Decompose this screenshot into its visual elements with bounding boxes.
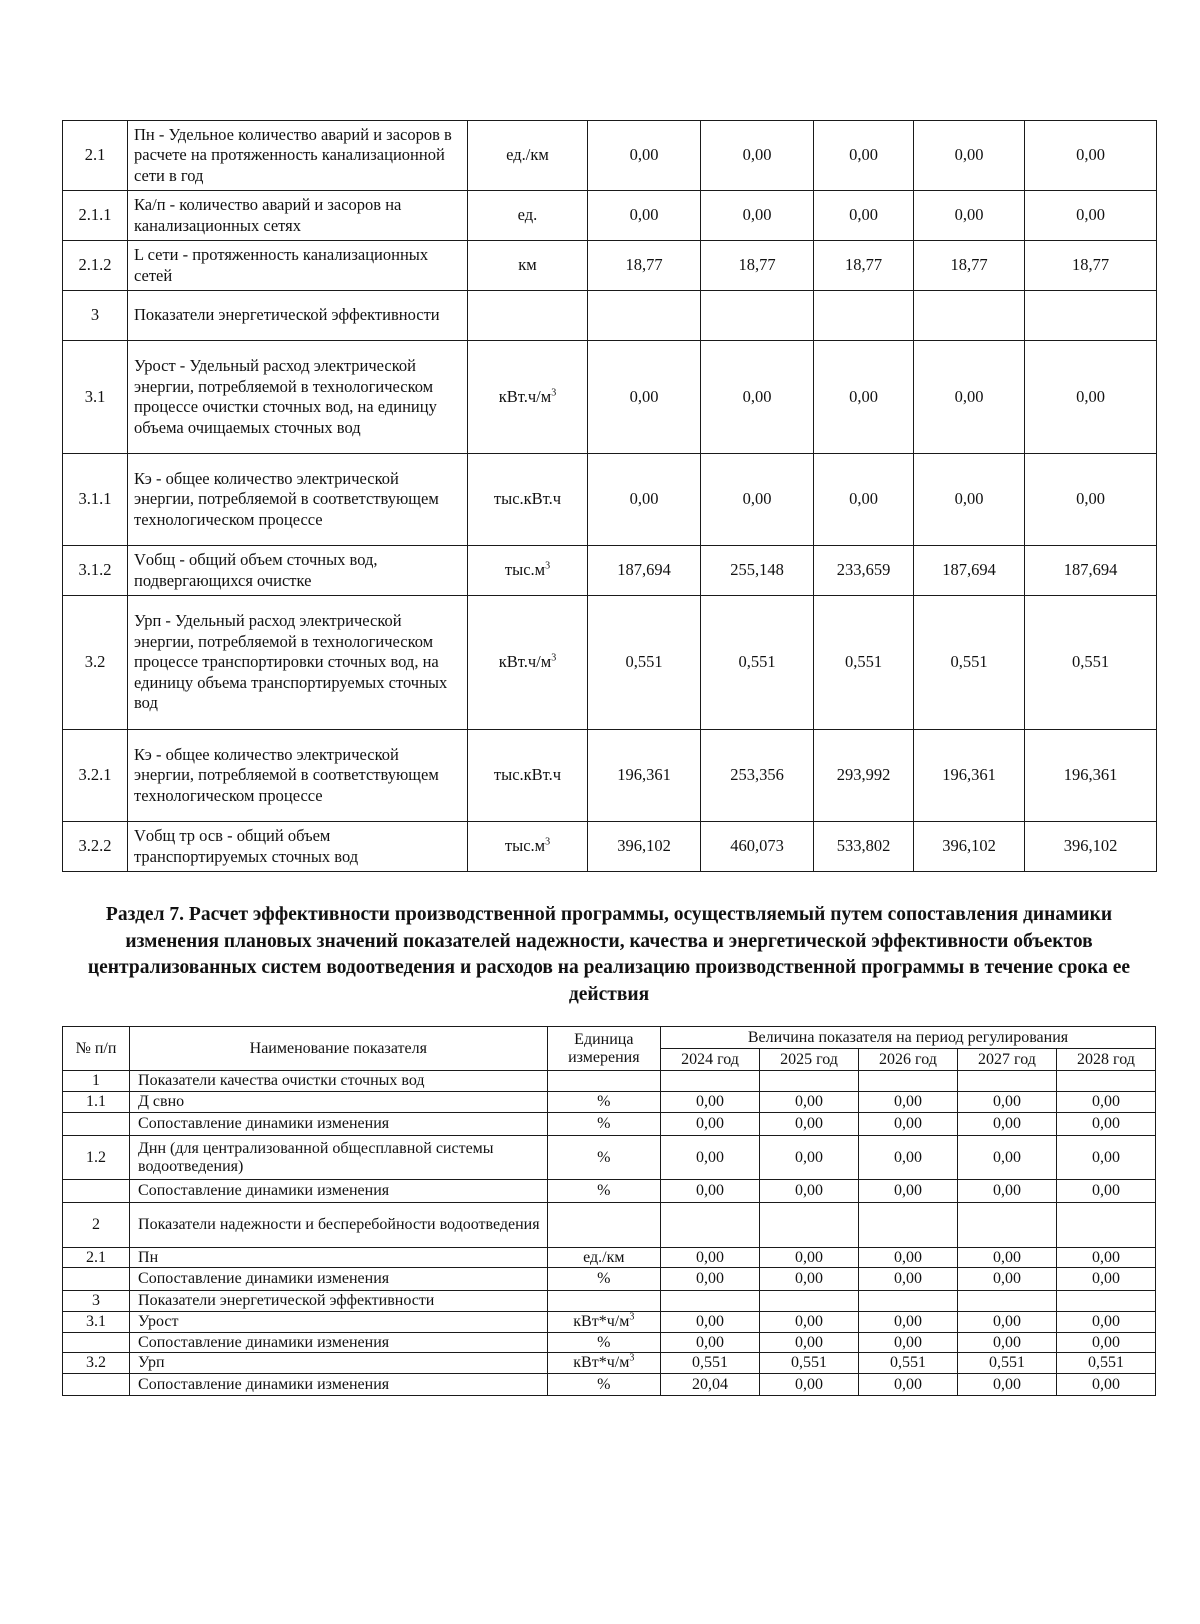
value-cell: 0,00: [1056, 1333, 1155, 1353]
value-cell: 0,00: [957, 1333, 1056, 1353]
value-cell: [814, 291, 914, 341]
value-cell: 0,551: [814, 596, 914, 730]
unit-text: кВт*ч/м: [573, 1313, 630, 1330]
row-number: 3: [63, 1291, 130, 1312]
unit-text: %: [597, 1115, 611, 1132]
unit-cell: [468, 596, 588, 730]
unit-cell: [547, 1180, 660, 1203]
efficiency-row: [63, 822, 1157, 872]
value-cell: 0,00: [957, 1268, 1056, 1291]
value-cell: 0,00: [661, 1268, 760, 1291]
unit-cell: [547, 1113, 660, 1136]
unit-text: тыс.кВт.ч: [493, 765, 562, 785]
value-cell: 396,102: [588, 822, 701, 872]
unit-superscript: 3: [545, 836, 551, 848]
unit-cell: [468, 546, 588, 596]
value-cell: 0,551: [588, 596, 701, 730]
section-title: Раздел 7. Расчет эффективности производственной программы, осуществляемый путем сопоставления динамики изменения плановых значений показателей надежности, качества и энергетической эффективности объектов централизованных систем водоотведения и расходов на реализацию производственной программы в течение срока ее действия: [87, 904, 1131, 1005]
value-cell: 18,77: [1025, 241, 1157, 291]
col-header-year: 2027 год: [957, 1049, 1056, 1071]
value-cell: [661, 1291, 760, 1312]
efficiency-row: [63, 546, 1157, 596]
unit-text: ед.: [517, 205, 538, 225]
value-cell: 0,00: [858, 1374, 957, 1396]
value-cell: 0,00: [701, 121, 814, 191]
unit-cell: [547, 1092, 660, 1113]
indicator-name: Кэ - общее количество электрической энергии, потребляемой в соответствующем технологическом процессе: [128, 730, 468, 822]
comparison-row: [63, 1092, 1156, 1113]
indicator-name: Д свно: [130, 1092, 548, 1113]
value-cell: [588, 291, 701, 341]
value-cell: 0,00: [661, 1136, 760, 1180]
value-cell: 0,00: [760, 1248, 859, 1268]
value-cell: 0,00: [760, 1268, 859, 1291]
value-cell: 0,00: [957, 1092, 1056, 1113]
value-cell: 0,551: [701, 596, 814, 730]
unit-text: тыс.кВт.ч: [493, 489, 562, 509]
value-cell: 0,00: [914, 454, 1025, 546]
value-cell: 0,551: [760, 1353, 859, 1374]
value-cell: 293,992: [814, 730, 914, 822]
unit-superscript: 3: [551, 387, 557, 399]
row-number: 1.2: [63, 1136, 130, 1180]
value-cell: [1025, 291, 1157, 341]
value-cell: 0,00: [701, 341, 814, 454]
value-cell: 20,04: [661, 1374, 760, 1396]
value-cell: 0,00: [858, 1333, 957, 1353]
row-number: 3.1: [63, 341, 128, 454]
value-cell: [858, 1203, 957, 1248]
unit-text: тыс.м: [504, 836, 546, 856]
unit-text: кВт*ч/м: [573, 1354, 630, 1371]
value-cell: 0,00: [701, 454, 814, 546]
value-cell: 0,00: [814, 454, 914, 546]
value-cell: [914, 291, 1025, 341]
indicator-name: Сопоставление динамики изменения: [130, 1374, 548, 1396]
value-cell: 0,00: [1025, 121, 1157, 191]
value-cell: [957, 1291, 1056, 1312]
value-cell: 0,00: [858, 1248, 957, 1268]
efficiency-row: [63, 341, 1157, 454]
unit-cell: [547, 1136, 660, 1180]
col-header-year: 2024 год: [661, 1049, 760, 1071]
indicator-name: Днн (для централизованной общесплавной системы водоотведения): [130, 1136, 548, 1180]
value-cell: [1056, 1291, 1155, 1312]
value-cell: 0,00: [858, 1268, 957, 1291]
comparison-table-body: [63, 1071, 1156, 1396]
value-cell: 0,00: [914, 121, 1025, 191]
col-header-name: Наименование показателя: [130, 1027, 548, 1071]
indicator-name: Показатели энергетической эффективности: [128, 291, 468, 341]
value-cell: 396,102: [1025, 822, 1157, 872]
value-cell: 0,00: [588, 341, 701, 454]
unit-cell: [547, 1268, 660, 1291]
comparison-row: [63, 1353, 1156, 1374]
indicator-name: Пн: [130, 1248, 548, 1268]
value-cell: 0,00: [1056, 1136, 1155, 1180]
unit-cell: [468, 730, 588, 822]
indicator-name: Показатели качества очистки сточных вод: [130, 1071, 548, 1092]
row-number: 2.1.1: [63, 191, 128, 241]
col-header-num: № п/п: [63, 1027, 130, 1071]
value-cell: 0,551: [1056, 1353, 1155, 1374]
value-cell: [1056, 1203, 1155, 1248]
indicator-name: Показатели надежности и бесперебойности водоотведения: [130, 1203, 548, 1248]
value-cell: 0,00: [858, 1136, 957, 1180]
unit-cell: [468, 822, 588, 872]
unit-text: кВт.ч/м: [498, 652, 552, 672]
unit-superscript: 3: [551, 652, 557, 664]
unit-cell: [468, 291, 588, 341]
value-cell: [760, 1071, 859, 1092]
comparison-row: [63, 1248, 1156, 1268]
value-cell: [957, 1203, 1056, 1248]
value-cell: 187,694: [588, 546, 701, 596]
value-cell: [957, 1071, 1056, 1092]
value-cell: 18,77: [588, 241, 701, 291]
value-cell: 0,00: [661, 1248, 760, 1268]
indicator-name: Показатели энергетической эффективности: [130, 1291, 548, 1312]
unit-text: ед./км: [583, 1248, 625, 1266]
efficiency-row: [63, 121, 1157, 191]
value-cell: 196,361: [914, 730, 1025, 822]
value-cell: 0,551: [957, 1353, 1056, 1374]
value-cell: 0,00: [1025, 341, 1157, 454]
value-cell: 0,00: [760, 1312, 859, 1333]
row-number: 1.1: [63, 1092, 130, 1113]
efficiency-row: [63, 730, 1157, 822]
comparison-row: [63, 1268, 1156, 1291]
value-cell: 0,00: [858, 1180, 957, 1203]
value-cell: 0,00: [1056, 1113, 1155, 1136]
efficiency-table-body: [63, 121, 1157, 872]
value-cell: 196,361: [1025, 730, 1157, 822]
value-cell: 0,00: [858, 1312, 957, 1333]
unit-text: %: [597, 1333, 611, 1351]
unit-cell: [547, 1374, 660, 1396]
col-header-year: 2026 год: [858, 1049, 957, 1071]
row-number: 3.2: [63, 596, 128, 730]
unit-superscript: 3: [629, 1352, 635, 1364]
value-cell: [661, 1203, 760, 1248]
value-cell: 253,356: [701, 730, 814, 822]
row-number: 2.1: [63, 1248, 130, 1268]
value-cell: 0,00: [760, 1136, 859, 1180]
indicator-name: L сети - протяженность канализационных сетей: [128, 241, 468, 291]
row-number: 1: [63, 1071, 130, 1092]
col-header-year: 2028 год: [1056, 1049, 1155, 1071]
efficiency-indicators-table: [62, 120, 1157, 872]
indicator-name: Кэ - общее количество электрической энергии, потребляемой в соответствующем технологическом процессе: [128, 454, 468, 546]
value-cell: 0,00: [1056, 1312, 1155, 1333]
efficiency-row: [63, 191, 1157, 241]
comparison-row: [63, 1180, 1156, 1203]
value-cell: 0,00: [1025, 191, 1157, 241]
row-number: [63, 1113, 130, 1136]
value-cell: 0,551: [1025, 596, 1157, 730]
unit-cell: [547, 1312, 660, 1333]
unit-cell: [547, 1291, 660, 1312]
value-cell: 0,00: [957, 1374, 1056, 1396]
value-cell: 233,659: [814, 546, 914, 596]
comparison-row: [63, 1333, 1156, 1353]
unit-cell: [468, 241, 588, 291]
value-cell: 0,00: [858, 1113, 957, 1136]
comparison-table-head: [63, 1027, 1156, 1071]
value-cell: 0,00: [1056, 1268, 1155, 1291]
col-header-unit: Единица измерения: [547, 1027, 660, 1071]
row-number: [63, 1268, 130, 1291]
unit-cell: [468, 341, 588, 454]
efficiency-row: [63, 454, 1157, 546]
value-cell: 0,00: [760, 1374, 859, 1396]
col-header-period: Величина показателя на период регулирования: [661, 1027, 1156, 1049]
value-cell: 0,00: [858, 1092, 957, 1113]
indicator-name: Урост - Удельный расход электрической энергии, потребляемой в технологическом процессе очистки сточных вод, на единицу объема очищаемых сточных вод: [128, 341, 468, 454]
value-cell: 0,00: [1056, 1374, 1155, 1396]
value-cell: [1056, 1071, 1155, 1092]
indicator-name: Сопоставление динамики изменения: [130, 1333, 548, 1353]
value-cell: 0,00: [701, 191, 814, 241]
row-number: 2.1.2: [63, 241, 128, 291]
unit-cell: [468, 454, 588, 546]
value-cell: 18,77: [701, 241, 814, 291]
unit-text: %: [597, 1270, 611, 1287]
value-cell: [858, 1071, 957, 1092]
value-cell: 255,148: [701, 546, 814, 596]
value-cell: 0,00: [957, 1136, 1056, 1180]
value-cell: 396,102: [914, 822, 1025, 872]
indicator-name: Vобщ - общий объем сточных вод, подвергающихся очистке: [128, 546, 468, 596]
comparison-row: [63, 1071, 1156, 1092]
value-cell: 0,00: [914, 191, 1025, 241]
indicator-name: Пн - Удельное количество аварий и засоров в расчете на протяженность канализационной сети в год: [128, 121, 468, 191]
unit-text: %: [597, 1182, 611, 1199]
efficiency-row: [63, 291, 1157, 341]
unit-text: %: [597, 1148, 611, 1166]
value-cell: 0,00: [814, 341, 914, 454]
value-cell: 0,00: [661, 1113, 760, 1136]
value-cell: 0,00: [760, 1113, 859, 1136]
efficiency-row: [63, 596, 1157, 730]
row-number: 2: [63, 1203, 130, 1248]
indicator-name: Сопоставление динамики изменения: [130, 1113, 548, 1136]
value-cell: 18,77: [814, 241, 914, 291]
comparison-row: [63, 1136, 1156, 1180]
value-cell: 0,00: [588, 121, 701, 191]
indicator-name: Сопоставление динамики изменения: [130, 1268, 548, 1291]
value-cell: 0,00: [957, 1180, 1056, 1203]
indicator-name: Vобщ тр осв - общий объем транспортируемых сточных вод: [128, 822, 468, 872]
row-number: [63, 1374, 130, 1396]
value-cell: [858, 1291, 957, 1312]
value-cell: 0,00: [760, 1333, 859, 1353]
value-cell: 196,361: [588, 730, 701, 822]
unit-cell: [547, 1353, 660, 1374]
value-cell: 0,00: [588, 191, 701, 241]
unit-cell: [547, 1071, 660, 1092]
efficiency-row: [63, 241, 1157, 291]
value-cell: 0,00: [1056, 1248, 1155, 1268]
row-number: 3.2.1: [63, 730, 128, 822]
indicator-name: Ка/п - количество аварий и засоров на канализационных сетях: [128, 191, 468, 241]
unit-text: тыс.м: [504, 560, 546, 580]
value-cell: 0,00: [957, 1312, 1056, 1333]
value-cell: 0,00: [814, 121, 914, 191]
comparison-table: [62, 1026, 1156, 1396]
value-cell: 187,694: [1025, 546, 1157, 596]
value-cell: 0,00: [760, 1092, 859, 1113]
value-cell: 0,00: [661, 1092, 760, 1113]
unit-text: %: [597, 1375, 611, 1393]
row-number: 3: [63, 291, 128, 341]
value-cell: 460,073: [701, 822, 814, 872]
unit-cell: [468, 121, 588, 191]
comparison-row: [63, 1374, 1156, 1396]
indicator-name: Урост: [130, 1312, 548, 1333]
unit-text: кВт.ч/м: [498, 386, 552, 406]
value-cell: 0,00: [588, 454, 701, 546]
value-cell: 0,00: [661, 1333, 760, 1353]
value-cell: [760, 1291, 859, 1312]
row-number: [63, 1333, 130, 1353]
row-number: 3.2.2: [63, 822, 128, 872]
indicator-name: Урп - Удельный расход электрической энергии, потребляемой в технологическом процессе транспортировки сточных вод, на единицу объема транспортируемых сточных вод: [128, 596, 468, 730]
comparison-row: [63, 1312, 1156, 1333]
comparison-row: [63, 1291, 1156, 1312]
value-cell: 0,00: [957, 1113, 1056, 1136]
value-cell: 187,694: [914, 546, 1025, 596]
row-number: 3.1: [63, 1312, 130, 1333]
value-cell: 0,00: [661, 1180, 760, 1203]
value-cell: [701, 291, 814, 341]
value-cell: 0,00: [1056, 1092, 1155, 1113]
comparison-row: [63, 1203, 1156, 1248]
unit-superscript: 3: [545, 560, 551, 572]
value-cell: 0,00: [661, 1312, 760, 1333]
row-number: 3.1.1: [63, 454, 128, 546]
value-cell: 0,00: [957, 1248, 1056, 1268]
unit-cell: [547, 1203, 660, 1248]
value-cell: 0,00: [1056, 1180, 1155, 1203]
indicator-name: Урп: [130, 1353, 548, 1374]
row-number: 3.1.2: [63, 546, 128, 596]
value-cell: [661, 1071, 760, 1092]
value-cell: 0,551: [661, 1353, 760, 1374]
col-header-year: 2025 год: [760, 1049, 859, 1071]
row-number: 2.1: [63, 121, 128, 191]
row-number: [63, 1180, 130, 1203]
indicator-name: Сопоставление динамики изменения: [130, 1180, 548, 1203]
unit-cell: [468, 191, 588, 241]
value-cell: 0,00: [914, 341, 1025, 454]
value-cell: 0,551: [914, 596, 1025, 730]
value-cell: 0,00: [760, 1180, 859, 1203]
unit-text: %: [597, 1093, 611, 1110]
value-cell: 533,802: [814, 822, 914, 872]
row-number: 3.2: [63, 1353, 130, 1374]
unit-text: км: [518, 255, 537, 275]
unit-superscript: 3: [629, 1311, 635, 1323]
unit-cell: [547, 1248, 660, 1268]
value-cell: 18,77: [914, 241, 1025, 291]
unit-cell: [547, 1333, 660, 1353]
value-cell: 0,00: [1025, 454, 1157, 546]
comparison-row: [63, 1113, 1156, 1136]
value-cell: 0,00: [814, 191, 914, 241]
unit-text: ед./км: [506, 145, 549, 165]
value-cell: 0,551: [858, 1353, 957, 1374]
value-cell: [760, 1203, 859, 1248]
